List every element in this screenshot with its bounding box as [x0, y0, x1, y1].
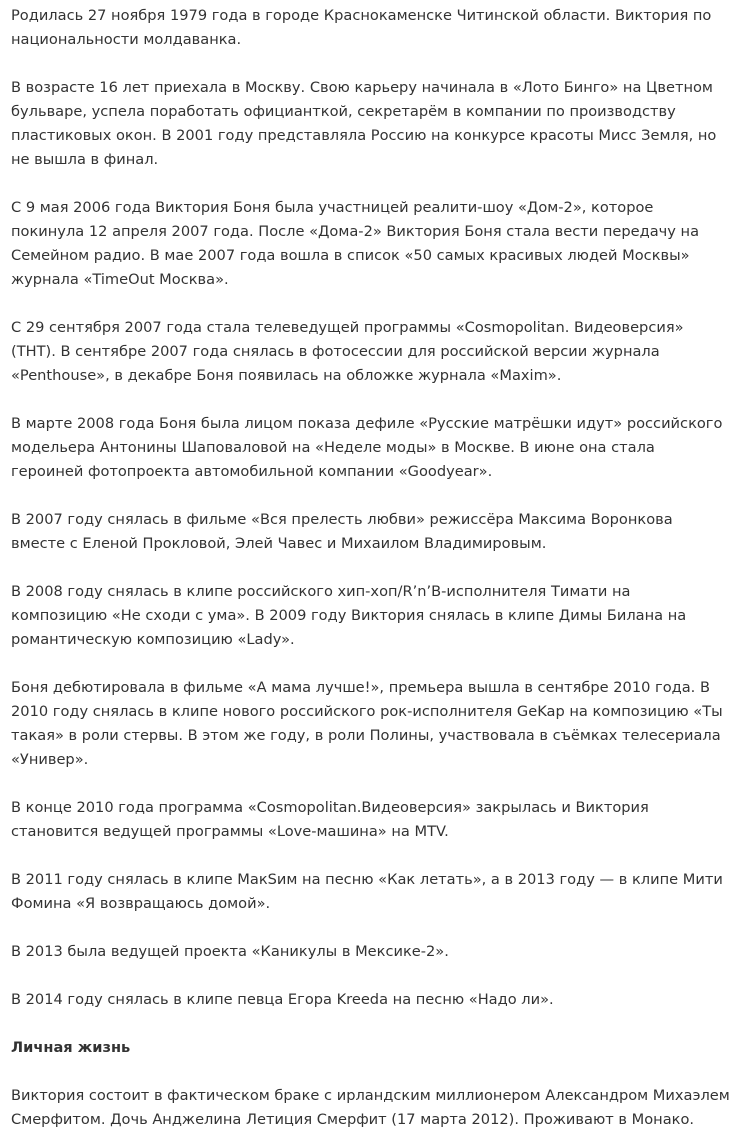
- paragraph-mexico: В 2013 была ведущей проекта «Каникулы в Мексике-2».: [11, 943, 449, 960]
- paragraph-fashion-week: В марте 2008 года Боня была лицом показа дефиле «Русские матрёшки идут» российского модельера Антонины Шаповаловой на «Неделе моды» в Москве. В июне она стала героиней фотопроекта автомобильной компании «Goodyear».: [11, 415, 723, 480]
- paragraph-clips-2011: В 2011 году снялась в клипе МакSим на песню «Как летать», а в 2013 году — в клипе Мити Фомина «Я возвращаюсь домой».: [11, 871, 723, 912]
- paragraph-mtv: В конце 2010 года программа «Cosmopolitan.Видеоверсия» закрылась и Виктория становится ведущей программы «Love-машина» на MTV.: [11, 799, 649, 840]
- paragraph-cosmopolitan: С 29 сентября 2007 года стала телеведущей программы «Cosmopolitan. Видеоверсия» (ТНТ). В сентябре 2007 года снялась в фотосессии для российской версии журнала «Penthouse», в декабре Боня появилась на обложке журнала «Maxim».: [11, 319, 684, 384]
- paragraph-film-2010: Боня дебютировала в фильме «А мама лучше!», премьера вышла в сентябре 2010 года. В 2010 году снялась в клипе нового российского рок-исполнителя GeKap на композицию «Ты такая» в роли стервы. В этом же году, в роли Полины, участвовала в съёмках телесериала «Универ».: [11, 679, 723, 768]
- paragraph-moscow-career: В возрасте 16 лет приехала в Москву. Свою карьеру начинала в «Лото Бинго» на Цветном бульваре, успела поработать официанткой, секретарём в компании по производству пластиковых окон. В 2001 году представляла Россию на конкурсе красоты Мисс Земля, но не вышла в финал.: [11, 79, 717, 168]
- paragraph-personal-life: Виктория состоит в фактическом браке с ирландским миллионером Александром Михаэлем Смерфитом. Дочь Анджелина Летиция Смерфит (17 марта 2012). Проживают в Монако.: [11, 1087, 730, 1128]
- paragraph-clips-2008: В 2008 году снялась в клипе российского хип-хоп/R’n’B-исполнителя Тимати на композицию «Не сходи с ума». В 2009 году Виктория снялась в клипе Димы Билана на романтическую композицию «Lady».: [11, 583, 687, 648]
- paragraph-birth: Родилась 27 ноября 1979 года в городе Краснокаменске Читинской области. Виктория по национальности молдаванка.: [11, 7, 712, 48]
- paragraph-film-2007: В 2007 году снялась в фильме «Вся прелесть любви» режиссёра Максима Воронкова вместе с Еленой Прокловой, Элей Чавес и Михаилом Владимировым.: [11, 511, 673, 552]
- paragraph-kreed: В 2014 году снялась в клипе певца Егора Kreeda на песню «Надо ли».: [11, 991, 554, 1008]
- paragraph-dom2: С 9 мая 2006 года Виктория Боня была участницей реалити-шоу «Дом-2», которое покинула 12 апреля 2007 года. После «Дома-2» Виктория Боня стала вести передачу на Семейном радио. В мае 2007 года вошла в список «50 самых красивых людей Москвы» журнала «TimeOut Москва».: [11, 199, 700, 288]
- section-heading-personal-life: Личная жизнь: [11, 1039, 131, 1056]
